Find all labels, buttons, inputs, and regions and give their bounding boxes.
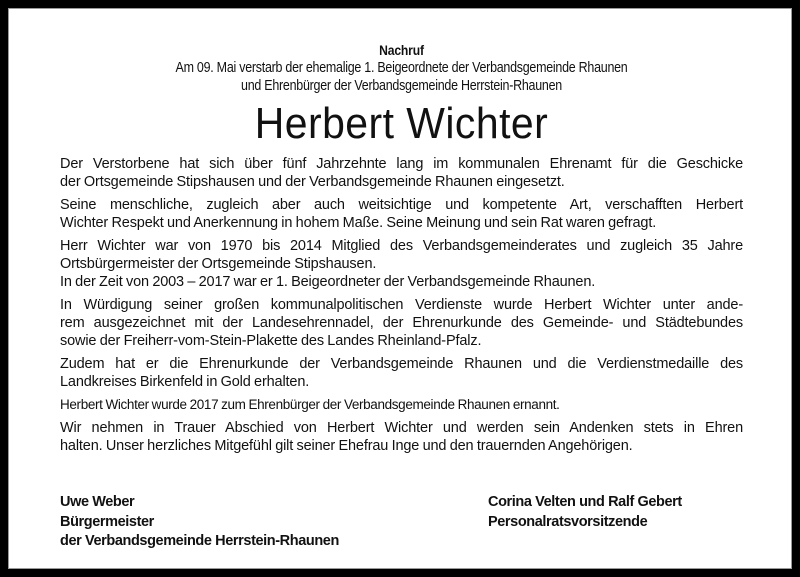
notice-header [60,42,743,95]
notice-intro-line-1: Am 09. Mai verstarb der ehemalige 1. Beigeordnete der Verbandsgemeinde Rhaunen [175,60,628,76]
signer-name: Uwe Weber [60,494,135,510]
paragraph-line: Wir nehmen in Trauer Abschied von Herbert Wichter und werden sein Andenken stets in Ehren [60,420,743,436]
paragraph-line: Der Verstorbene hat sich über fünf Jahrzehnte lang im kommunalen Ehrenamt für die Geschicke [60,156,743,172]
paragraph-line: halten. Unser herzliches Mitgefühl gilt seiner Ehefrau Inge und den trauernden Angehörigen. [60,438,633,454]
paragraph-honorary-citizen [60,396,743,414]
paragraph-line: Ortsbürgermeister der Ortsgemeinde Stipshausen. [60,256,377,272]
paragraph-line: rem ausgezeichnet mit der Landesehrennadel, der Ehrenurkunde des Gemeinde- und Städtebundes [60,315,743,331]
paragraph-service [60,155,743,191]
signer-role: Personalratsvorsitzende [488,513,648,530]
notice-content [60,9,743,460]
signature-right [488,493,682,532]
paragraph-line: Wichter Respekt und Anerkennung in hohem Maße. Seine Meinung und sein Rat waren gefragt. [60,215,657,231]
paragraph-line: Landkreises Birkenfeld in Gold erhalten. [60,374,310,390]
paragraph-character [60,196,743,232]
paragraph-farewell [60,419,743,455]
notice-kicker: Nachruf [379,43,424,58]
paragraph-line: sowie der Freiherr-vom-Stein-Plakette des Landes Rheinland-Pfalz. [60,333,482,349]
paragraph-career [60,237,743,291]
notice-intro-line-2: und Ehrenbürger der Verbandsgemeinde Herrstein-Rhaunen [241,78,562,94]
notice-body [60,155,743,455]
obituary-notice [8,8,792,569]
deceased-name: Herbert Wichter [254,99,549,148]
paragraph-line: In Würdigung seiner großen kommunalpolitischen Verdienste wurde Herbert Wichter unter ande- [60,297,743,313]
signer-role: Bürgermeister [60,513,154,530]
paragraph-line: Herbert Wichter wurde 2017 zum Ehrenbürger der Verbandsgemeinde Rhaunen ernannt. [60,397,560,412]
signer-name: Corina Velten und Ralf Gebert [488,494,682,510]
paragraph-line: Seine menschliche, zugleich aber auch weitsichtige und kompetente Art, verschafften Herbert [60,197,743,213]
paragraph-line: Herr Wichter war von 1970 bis 2014 Mitglied des Verbandsgemeinderates und zugleich 35 Jahre [60,238,743,254]
paragraph-medals [60,355,743,391]
paragraph-line: der Ortsgemeinde Stipshausen und der Verbandsgemeinde Rhaunen eingesetzt. [60,174,565,190]
paragraph-line: Zudem hat er die Ehrenurkunde der Verbandsgemeinde Rhaunen und die Verdienstmedaille des [60,356,743,372]
signature-left [60,493,339,552]
paragraph-line: In der Zeit von 2003 – 2017 war er 1. Beigeordneter der Verbandsgemeinde Rhaunen. [60,274,596,290]
paragraph-honors [60,296,743,350]
signer-organization: der Verbandsgemeinde Herrstein-Rhaunen [60,533,339,549]
